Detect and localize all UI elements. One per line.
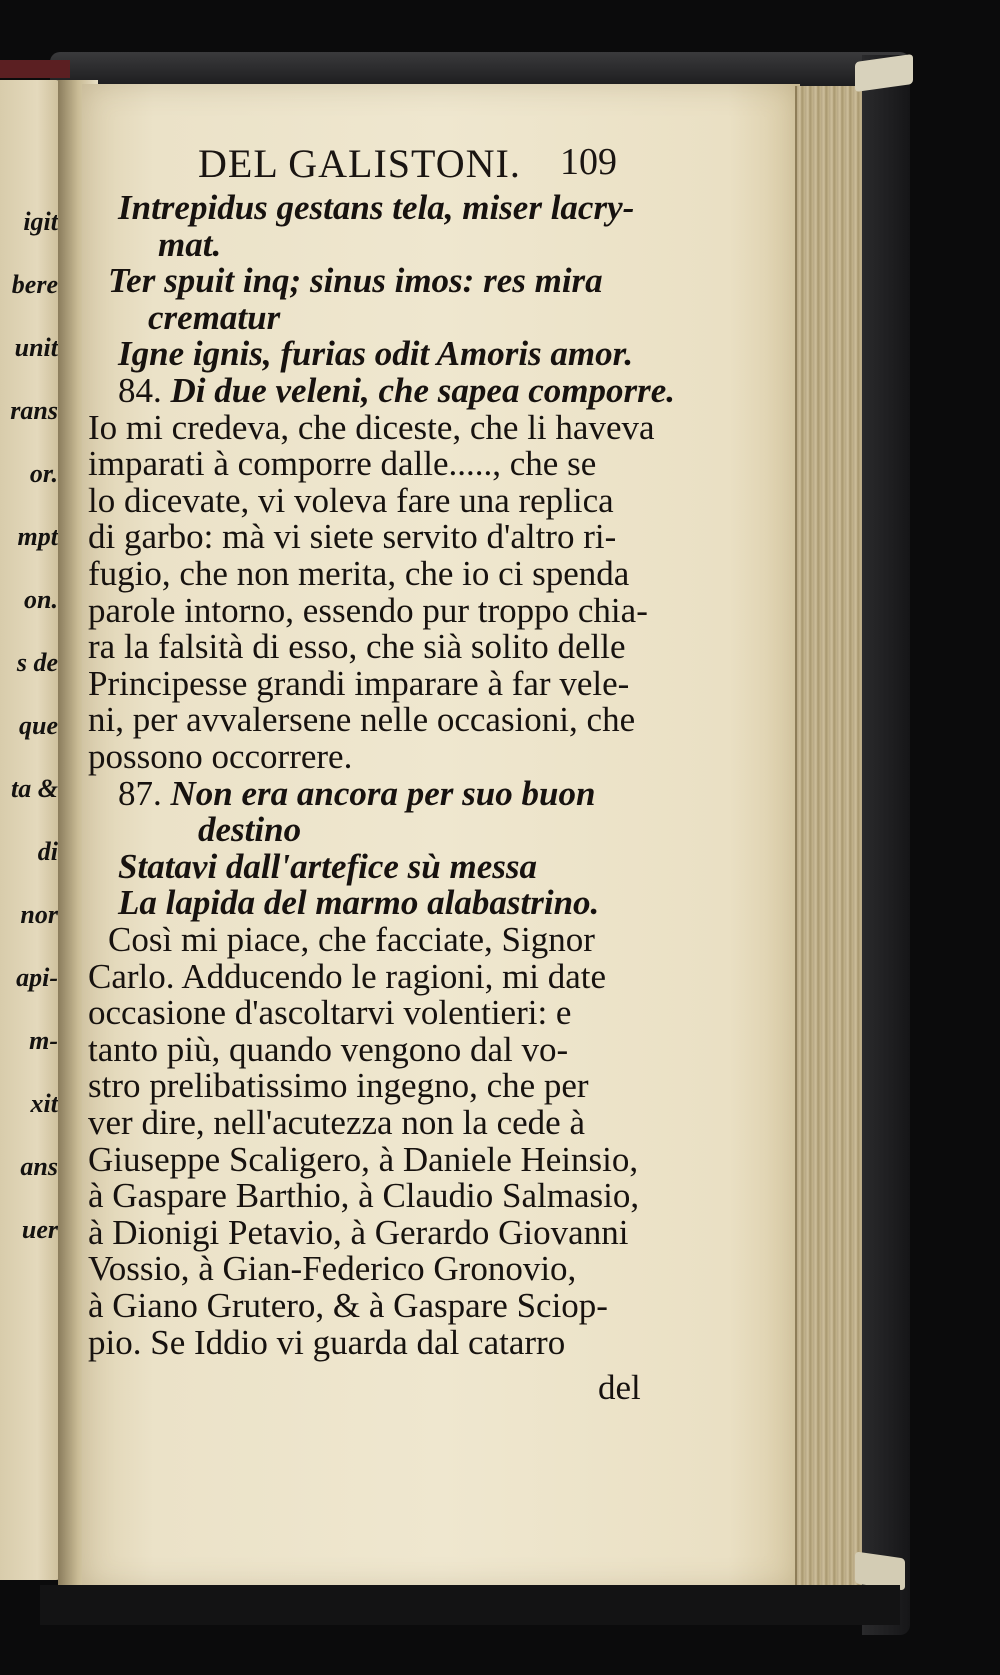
text-line: mat. [158, 224, 222, 264]
text-line: Statavi dall'artefice sù messa [118, 846, 538, 886]
text-line: stro prelibatissimo ingegno, che per [88, 1066, 589, 1106]
text-line: crematur [148, 297, 281, 337]
text-line: Intrepidus gestans tela, miser lacry- [118, 188, 635, 227]
text-line: Ter spuit inq; sinus imos: res mira [108, 261, 603, 301]
text-line: Giuseppe Scaligero, à Daniele Heinsio, [88, 1139, 639, 1179]
left-page-fragment [0, 80, 62, 1580]
text-line: à Dionigi Petavio, à Gerardo Giovanni [88, 1212, 629, 1252]
text-line: 84. Di due veleni, che sapea comporre. [118, 371, 675, 410]
left-page-fragment-line: uer [21, 1215, 58, 1244]
text-line: destino [198, 810, 302, 850]
left-page-fragment-line: s de [16, 648, 58, 677]
red-binding-strip [0, 60, 70, 78]
left-page-fragment-line: bere [11, 270, 58, 299]
left-page-fragment-line: or. [29, 459, 58, 488]
left-page-fragment-line: di [37, 837, 58, 866]
page-number: 109 [560, 141, 617, 183]
text-line: pio. Se Iddio vi guarda dal catarro [88, 1322, 566, 1362]
text-line: imparati à comporre dalle....., che se [88, 444, 597, 484]
catchword: del [598, 1368, 641, 1407]
text-line: Igne ignis, furias odit Amoris amor. [118, 334, 634, 374]
text-line: Carlo. Adducendo le ragioni, mi date [88, 956, 607, 996]
left-page-fragment-line: m- [29, 1026, 58, 1055]
text-line: lo dicevate, vi voleva fare una replica [88, 480, 614, 520]
text-line: occasione d'ascoltarvi volentieri: e [88, 993, 572, 1033]
left-page-fragment-line: nor [20, 900, 58, 929]
left-page-fragment-line: on. [24, 585, 58, 614]
left-page-text [0, 190, 58, 1261]
left-page-fragment-line: xit [30, 1089, 58, 1118]
text-line: Io mi credeva, che diceste, che li haveva [88, 407, 655, 447]
text-line: tanto più, quando vengono dal vo- [88, 1029, 569, 1069]
page-header [108, 140, 688, 190]
text-line: à Gaspare Barthio, à Claudio Salmasio, [88, 1176, 640, 1216]
text-line: di garbo: mà vi siete servito d'altro ri- [88, 517, 617, 557]
text-line: Così mi piace, che facciate, Signor [108, 920, 595, 959]
left-page-fragment-line: igit [23, 207, 58, 236]
book-cover-right [862, 55, 910, 1635]
text-line: 87. Non era ancora per suo buon [118, 773, 596, 813]
text-line: La lapida del marmo alabastrino. [118, 883, 600, 923]
left-page-fragment-line: unit [14, 333, 58, 362]
running-head: DEL GALISTONI. [198, 141, 521, 186]
left-page-fragment-line: mpt [17, 522, 58, 551]
text-line: ni, per avvalersene nelle occasioni, che [88, 700, 636, 740]
text-line: Vossio, à Gian-Federico Gronovio, [88, 1249, 577, 1289]
text-line: Principesse grandi imparare à far vele- [88, 663, 630, 703]
left-page-fragment-line: rans [10, 396, 58, 425]
text-line: parole intorno, essendo pur troppo chia- [88, 590, 648, 630]
book-cover-top [50, 52, 910, 86]
book-cover-bottom [40, 1585, 900, 1625]
text-line: ra la falsità di esso, che sià solito delle [88, 627, 626, 667]
text-line: possono occorrere. [88, 737, 353, 776]
text-line: ver dire, nell'acutezza non la cede à [88, 1103, 585, 1142]
left-page-fragment-line: ta & [11, 774, 58, 803]
text-line: à Giano Grutero, & à Gaspare Sciop- [88, 1286, 608, 1325]
left-page-fragment-line: que [19, 711, 58, 740]
text-line: fugio, che non merita, che io ci spenda [88, 554, 630, 593]
left-page-fragment-line: api- [16, 963, 58, 992]
left-page-fragment-line: ans [20, 1152, 58, 1181]
